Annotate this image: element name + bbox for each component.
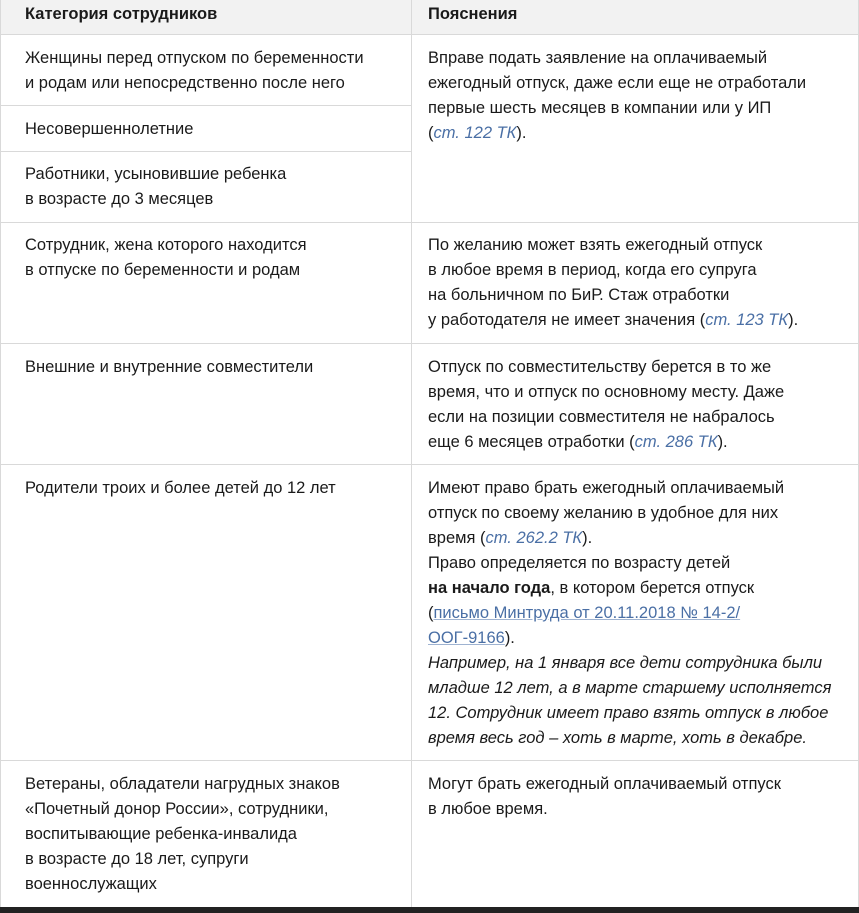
explanation-cell: Отпуск по совместительству берется в то же время, что и отпуск по основному месту. Даже если на позиции совместителя не набралось еще 6 месяцев отработки (ст. 286 ТК). — [428, 358, 785, 451]
category-cell: Сотрудник, жена которого находится в отпуске по беременности и родам — [25, 236, 307, 279]
row-divider — [0, 343, 859, 344]
explanation-cell: Имеют право брать ежегодный оплачиваемый отпуск по своему желанию в удобное для них время (ст. 262.2 ТК). Право определяется по возрасту детей на начало года, в котором берется отпуск (письмо Минтруда от 20.11.2018 № 14-2/ ООГ-9166). Например, на 1 января все дети сотрудника были младше 12 лет, а в марте старшему исполняется 12. Сотрудник имеет право взять отпуск в любое время весь год – хоть в марте, хоть в декабре. — [428, 479, 832, 747]
article-link[interactable]: ст. 122 ТК — [433, 124, 517, 142]
row-divider — [0, 151, 411, 152]
category-cell: Несовершеннолетние — [25, 120, 194, 138]
category-cell: Ветераны, обладатели нагрудных знаков «Почетный донор России», сотрудники, воспитывающие ребенка-инвалида в возрасте до 18 лет, супруги военнослужащих — [25, 775, 340, 893]
row-divider — [0, 464, 859, 465]
article-link[interactable]: ст. 123 ТК — [705, 311, 789, 329]
article-link[interactable]: ст. 286 ТК — [634, 433, 718, 451]
category-cell: Женщины перед отпуском по беременности и родам или непосредственно после него — [25, 49, 364, 92]
table-border-left — [0, 0, 1, 907]
header-explanation: Пояснения — [428, 5, 518, 23]
ministry-letter-link[interactable]: письмо Минтруда от 20.11.2018 № 14-2/ — [433, 604, 741, 622]
explanation-cell: По желанию может взять ежегодный отпуск в любое время в период, когда его супруга на больничном по БиР. Стаж отработки у работодателя не имеет значения (ст. 123 ТК). — [428, 236, 799, 329]
header-category: Категория сотрудников — [25, 5, 218, 23]
category-cell: Работники, усыновившие ребенка в возрасте до 3 месяцев — [25, 165, 287, 208]
ministry-letter-link[interactable]: ООГ-9166 — [428, 629, 505, 647]
category-cell: Внешние и внутренние совместители — [25, 358, 314, 376]
explanation-cell: Вправе подать заявление на оплачиваемый ежегодный отпуск, даже если еще не отработали первые шесть месяцев в компании или у ИП (ст. 122 ТК). — [428, 49, 807, 142]
explanation-cell: Могут брать ежегодный оплачиваемый отпуск в любое время. — [428, 775, 781, 818]
row-divider — [0, 222, 859, 223]
row-divider — [0, 34, 859, 35]
row-divider — [0, 760, 859, 761]
article-link[interactable]: ст. 262.2 ТК — [485, 529, 583, 547]
category-cell: Родители троих и более детей до 12 лет — [25, 479, 336, 497]
bottom-edge-bar — [0, 907, 859, 913]
row-divider — [0, 105, 411, 106]
column-divider — [411, 0, 412, 907]
